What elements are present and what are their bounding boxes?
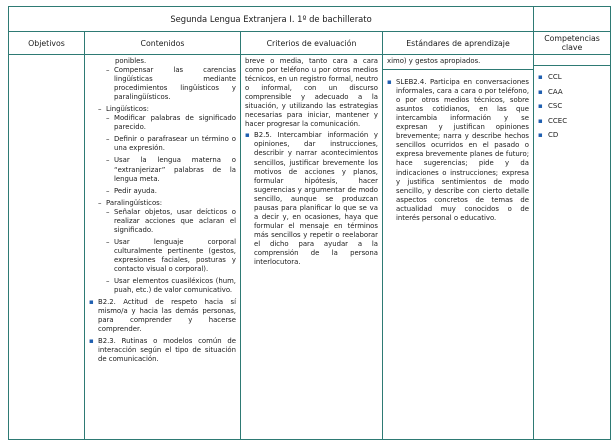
contenidos-bullets — [89, 298, 236, 364]
contenidos-lead-list — [89, 66, 236, 102]
competencia-item: ▪ CAA — [538, 85, 610, 100]
list-item: – Usar lenguaje corporal culturalmente pertinente (gestos, expresiones faciales, posturas y contacto visual o corporal). — [106, 238, 236, 274]
list-item: – Compensar las carencias lingüísticas mediante procedimientos lingüísticos y paralingüísticos. — [106, 66, 236, 102]
contenidos-cell — [85, 55, 241, 440]
competencias-divider — [534, 55, 610, 66]
estandares-bullets — [387, 78, 529, 223]
competencias-cell — [534, 55, 611, 440]
competencia-item: ▪ CCEC — [538, 114, 610, 129]
competencia-item: ▪ CCL — [538, 70, 610, 85]
estandares-continuation: ximo) y gestos apropiados. — [387, 57, 481, 65]
criterios-continuation: breve o media, tanto cara a cara como por teléfono u por otros medios técnicos, en un registro formal, neutro o informal, con un discurso comprensible y adecuado a la situación, y utilizando las estrategias necesarias para iniciar, mantener y hacer progresar la comunicación. — [245, 57, 378, 129]
header-criterios: Criterios de evaluación — [241, 32, 383, 55]
criterios-bullets — [245, 131, 378, 267]
list-item: ▪ B2.3. Rutinas o modelos común de interacción según el tipo de situación de comunicación. — [89, 337, 236, 364]
list-item: – Usar la lengua materna o “extranjerizar” palabras de la lengua meta. — [106, 156, 236, 183]
header-objetivos: Objetivos — [9, 32, 85, 55]
paralinguisticos-label: – Paralingüísticos: — [98, 199, 236, 208]
list-item: ▪ SLEB2.4. Participa en conversaciones informales, cara a cara o por teléfono, o por otros medios técnicos, sobre asuntos cotidianos, en las que intercambia información y se expresan y justifican opiniones brevemente; narra y describe hechos sencillos ocurridos en el pasado o expresa brevemente planes de futuro; hace sugerencias; pide y da indicaciones o instrucciones; expresa y justifica sentimientos de modo sencillo, y describe con cierto detalle aspectos concretos de temas de actualidad muy conocidos o de interés personal o educativo. — [387, 78, 529, 223]
list-item: ▪ B2.5. Intercambiar información y opiniones, dar instrucciones, describir y narrar acontecimientos sencillos, justificar brevemente los motivos de acciones y planos, formular hipótesis, hacer sugerencias y argumentar de modo sencillo, aunque se produzcan pausas para planificar lo que se va a decir y, en ocasiones, haya que formular el mensaje en términos más sencillos y repetir o reelaborar el dicho para ayudar a la comprensión de la persona interlocutora. — [245, 131, 378, 267]
header-contenidos: Contenidos — [85, 32, 241, 55]
competencia-item: ▪ CD — [538, 128, 610, 143]
criterios-cell — [241, 55, 383, 440]
estandares-cell — [383, 55, 534, 440]
table-title: Segunda Lengua Extranjera I. 1º de bachillerato — [9, 7, 534, 32]
list-item: – Pedir ayuda. — [106, 187, 236, 196]
linguisticos-list — [89, 114, 236, 195]
header-competencias: Competencias clave — [534, 32, 611, 55]
header-estandares: Estándares de aprendizaje — [383, 32, 534, 55]
linguisticos-label: – Lingüísticos: — [98, 105, 236, 114]
competencias-list — [534, 66, 610, 143]
list-item: – Modificar palabras de significado parecido. — [106, 114, 236, 132]
paralinguisticos-list — [89, 208, 236, 295]
competencia-item: ▪ CSC — [538, 99, 610, 114]
estandares-divider — [383, 69, 533, 70]
contenidos-lead-text: ponibles. — [115, 57, 147, 65]
title-empty-cell — [534, 7, 611, 32]
objetivos-cell — [9, 55, 85, 440]
list-item: – Usar elementos cuasiléxicos (hum, puah, etc.) de valor comunicativo. — [106, 277, 236, 295]
list-item: ▪ B2.2. Actitud de respeto hacia sí mismo/a y hacia las demás personas, para comprender y hacerse comprender. — [89, 298, 236, 334]
curriculum-table — [8, 6, 611, 440]
list-item: – Señalar objetos, usar deícticos o realizar acciones que aclaran el significado. — [106, 208, 236, 235]
list-item: – Definir o parafrasear un término o una expresión. — [106, 135, 236, 153]
